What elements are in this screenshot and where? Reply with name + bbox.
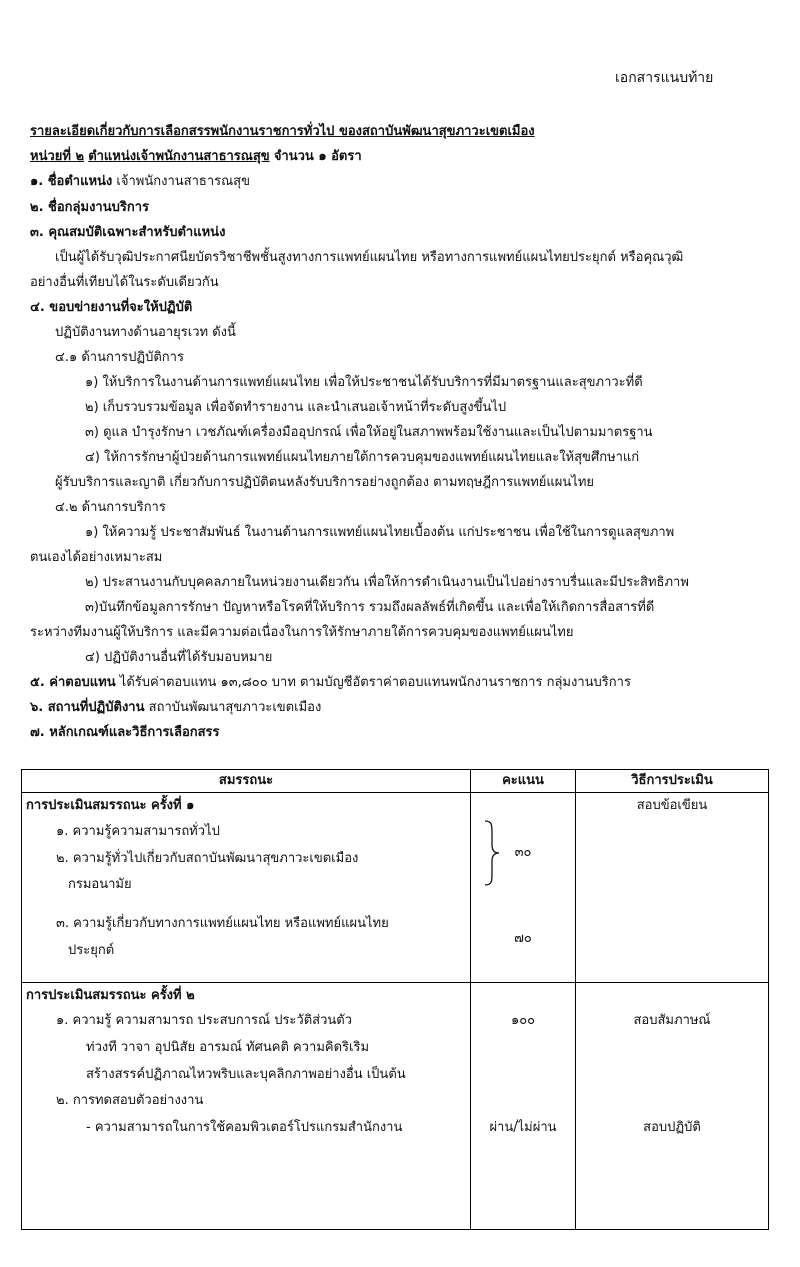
round1-item-continued: กรมอนามัย [68,877,132,892]
round2-item-continued: สร้างสรรค์ปฏิภาณไหวพริบและบุคลิกภาพอย่างอื่น เป็นต้น [86,1067,406,1082]
section-service-group: ๒. ชื่อกลุ่มงานบริการ [30,200,149,215]
qualifications-line-2: อย่างอื่นที่เทียบได้ในระดับเดียวกัน [30,275,219,290]
unit-count: จำนวน ๑ อัตรา [273,149,362,164]
services-item: ๒) ประสานงานกับบุคคลภายในหน่วยงานเดียวกัน เพื่อให้การดำเนินงานเป็นไปอย่างราบรื่นและมีประสิทธิภาพ [85,575,689,590]
section-selection-criteria: ๗. หลักเกณฑ์และวิธีการเลือกสรร [30,725,220,740]
round2-item-sub: - ความสามารถในการใช้คอมพิวเตอร์โปรแกรมสำนักงาน [86,1120,403,1135]
header-score: คะแนน [471,770,576,793]
round1-method: สอบข้อเขียน [636,798,708,813]
section-position-name [30,172,250,192]
section-value: เจ้าพนักงานสาธารณสุข [116,174,250,189]
qualifications-line-1: เป็นผู้ได้รับวุฒิประกาศนียบัตรวิชาชีพชั้นสูงทางการแพทย์แผนไทย หรือทางการแพทย์แผนไทยประยุกต์ หรือคุณวุฒิ [55,250,684,265]
services-item-continued: ระหว่างทีมงานผู้ให้บริการ และมีความต่อเนื่องในการให้รักษาภายใต้การควบคุมของแพทย์แผนไทย [30,625,574,640]
table-header-row [22,770,769,793]
unit-line [30,147,362,167]
round2-method-cell [576,983,769,1230]
section-qualifications: ๓. คุณสมบัติเฉพาะสำหรับตำแหน่ง [30,225,226,240]
document-annex-label: เอกสารแนบท้าย [615,70,714,86]
round1-title: การประเมินสมรรถนะ ครั้งที่ ๑ [26,798,195,813]
table-row-round-2 [22,983,769,1230]
subsection-operations: ๔.๑ ด้านการปฏิบัติการ [55,350,184,365]
header-method: วิธีการประเมิน [576,770,769,793]
section-label: ๕. ค่าตอบแทน [30,675,116,690]
section-value: สถาบันพัฒนาสุขภาวะเขตเมือง [148,700,322,715]
job-scope-intro: ปฏิบัติงานทางด้านอายุรเวท ดังนี้ [55,325,236,340]
round2-item: ๑. ความรู้ ความสามารถ ประสบการณ์ ประวัติส่วนตัว [56,1013,353,1028]
services-item: ๓)บันทึกข้อมูลการรักษา ปัญหาหรือโรคที่ให้บริการ รวมถึงผลลัพธ์ที่เกิดขึ้น และเพื่อให้เกิดการสื่อสารที่ดี [85,600,655,615]
document-title: รายละเอียดเกี่ยวกับการเลือกสรรพนักงานราชการทั่วไป ของสถาบันพัฒนาสุขภาวะเขตเมือง [30,124,535,139]
round1-method-cell [576,793,769,983]
round2-method-item-1: สอบสัมภาษณ์ [633,1013,711,1028]
round2-title: การประเมินสมรรถนะ ครั้งที่ ๒ [26,988,195,1003]
operations-item: ๓) ดูแล บำรุงรักษา เวชภัณฑ์เครื่องมืออุปกรณ์ เพื่อให้อยู่ในสภาพพร้อมใช้งานและเป็นไปตามมาตรฐาน [85,425,653,440]
subsection-services: ๔.๒ ด้านการบริการ [55,500,166,515]
services-item: ๑) ให้ความรู้ ประชาสัมพันธ์ ในงานด้านการแพทย์แผนไทยเบื้องต้น แก่ประชาชน เพื่อใช้ในการดูแลสุขภาพ [85,525,675,540]
services-item: ๔) ปฏิบัติงานอื่นที่ได้รับมอบหมาย [85,650,273,665]
section-compensation [30,673,631,693]
unit-position: ตำแหน่งเจ้าพนักงานสาธารณสุข [88,149,270,164]
table-row-round-1 [22,793,769,983]
operations-item: ๔) ให้การรักษาผู้ป่วยด้านการแพทย์แผนไทยภายใต้การควบคุมของแพทย์แผนไทยและให้สุขศึกษาแก่ [85,450,640,465]
round1-score-items-1-2: ๓๐ [514,845,532,860]
round1-score-item-3: ๗๐ [514,931,532,946]
section-workplace [30,698,321,718]
section-label: ๑. ชื่อตำแหน่ง [30,174,113,189]
round1-score-cell [471,793,576,983]
section-value: ได้รับค่าตอบแทน ๑๓,๘๐๐ บาท ตามบัญชีอัตราค่าตอบแทนพนักงานราชการ กลุ่มงานบริการ [119,675,631,690]
header-competency: สมรรถนะ [22,770,471,793]
round1-item: ๑. ความรู้ความสามารถทั่วไป [56,824,220,839]
round1-item: ๒. ความรู้ทั่วไปเกี่ยวกับสถาบันพัฒนาสุขภาวะเขตเมือง [56,851,359,866]
unit-number: หน่วยที่ ๒ [30,149,85,164]
round1-item: ๓. ความรู้เกี่ยวกับทางการแพทย์แผนไทย หรือแพทย์แผนไทย [56,916,389,931]
round1-competency-cell [22,793,471,983]
round2-method-item-2: สอบปฏิบัติ [643,1120,701,1135]
section-label: ๖. สถานที่ปฏิบัติงาน [30,700,145,715]
assessment-table [21,769,769,1230]
round2-item-continued: ท่วงที วาจา อุปนิสัย อารมณ์ ทัศนคติ ความคิดริเริม [86,1040,370,1055]
operations-item: ๒) เก็บรวบรวมข้อมูล เพื่อจัดทำรายงาน และนำเสนอเจ้าหน้าที่ระดับสูงขึ้นไป [85,400,507,415]
round2-score-cell [471,983,576,1230]
operations-item-continued: ผู้รับบริการและญาติ เกี่ยวกับการปฏิบัติตนหลังรับบริการอย่างถูกต้อง ตามทฤษฎีการแพทย์แผนไทย [55,475,595,490]
round2-item: ๒. การทดสอบตัวอย่างงาน [56,1093,204,1108]
operations-item: ๑) ให้บริการในงานด้านการแพทย์แผนไทย เพื่อให้ประชาชนได้รับบริการที่มีมาตรฐานและสุขภาวะที่ดี [85,375,643,390]
round2-score-item-2: ผ่าน/ไม่ผ่าน [489,1120,557,1135]
round2-score-item-1: ๑๐๐ [510,1013,536,1028]
services-item-continued: ตนเองได้อย่างเหมาะสม [30,550,163,565]
round2-competency-cell [22,983,471,1230]
round1-item-continued: ประยุกต์ [68,943,115,958]
section-job-scope: ๔. ขอบข่ายงานที่จะให้ปฏิบัติ [30,300,193,315]
